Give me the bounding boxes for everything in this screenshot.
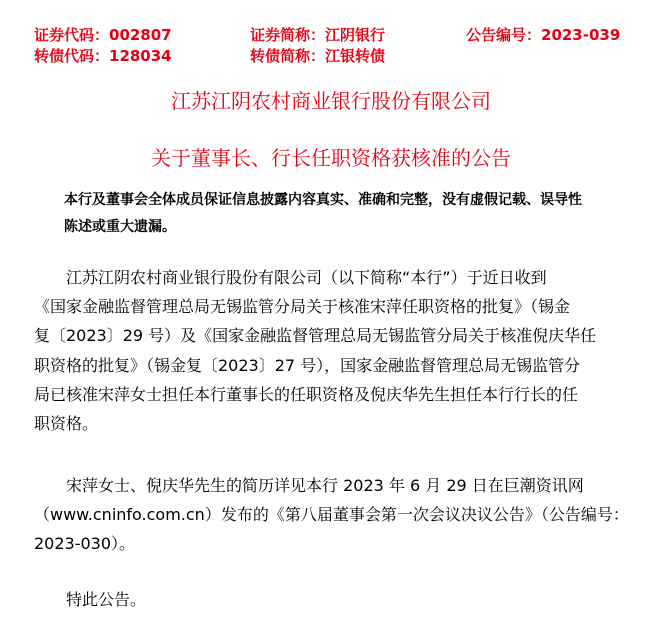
paragraph-line: 2023-030）。 — [34, 534, 136, 554]
paragraph-line: 局已核准宋萍女士担任本行董事长的任职资格及倪庆华先生担任本行行长的任 — [34, 384, 579, 404]
bond-code: 转债代码：128034 — [34, 47, 172, 65]
bond-name: 转债简称：江银转债 — [250, 47, 386, 65]
paragraph-approval — [34, 263, 596, 438]
board-statement — [64, 187, 624, 241]
company-title: 江苏江阴农村商业银行股份有限公司 — [171, 89, 491, 113]
notice-number: 公告编号：2023-039 — [466, 26, 621, 44]
paragraph-line: 职资格。 — [34, 414, 99, 434]
stock-name: 证券简称：江阴银行 — [250, 26, 386, 44]
paragraph-closing — [34, 585, 146, 614]
paragraph-line: 江苏江阴农村商业银行股份有限公司（以下简称“本行”）于近日收到 — [34, 268, 547, 287]
paragraph-line: 特此公告。 — [34, 590, 147, 609]
stock-code: 证券代码：002807 — [34, 26, 172, 44]
notice-title: 关于董事长、行长任职资格获核准的公告 — [151, 146, 511, 170]
paragraph-line: 复〔2023〕29 号）及《国家金融监督管理总局无锡监管分局关于核准倪庆华任 — [34, 326, 597, 346]
paragraph-line: 《国家金融监督管理总局无锡监管分局关于核准宋萍任职资格的批复》（锡金 — [34, 297, 571, 317]
paragraph-line: 宋萍女士、倪庆华先生的简历详见本行 2023 年 6 月 29 日在巨潮资讯网 — [34, 476, 584, 495]
statement-line: 本行及董事会全体成员保证信息披露内容真实、准确和完整，没有虚假记载、误导性 — [64, 192, 582, 208]
paragraph-resume — [34, 471, 629, 559]
statement-line: 陈述或重大遗漏。 — [64, 219, 176, 235]
paragraph-line: 职资格的批复》（锡金复〔2023〕27 号），国家金融监督管理总局无锡监管分 — [34, 355, 581, 375]
paragraph-line: （www.cninfo.com.cn）发布的《第八届董事会第一次会议决议公告》（公告编号： — [34, 505, 629, 525]
